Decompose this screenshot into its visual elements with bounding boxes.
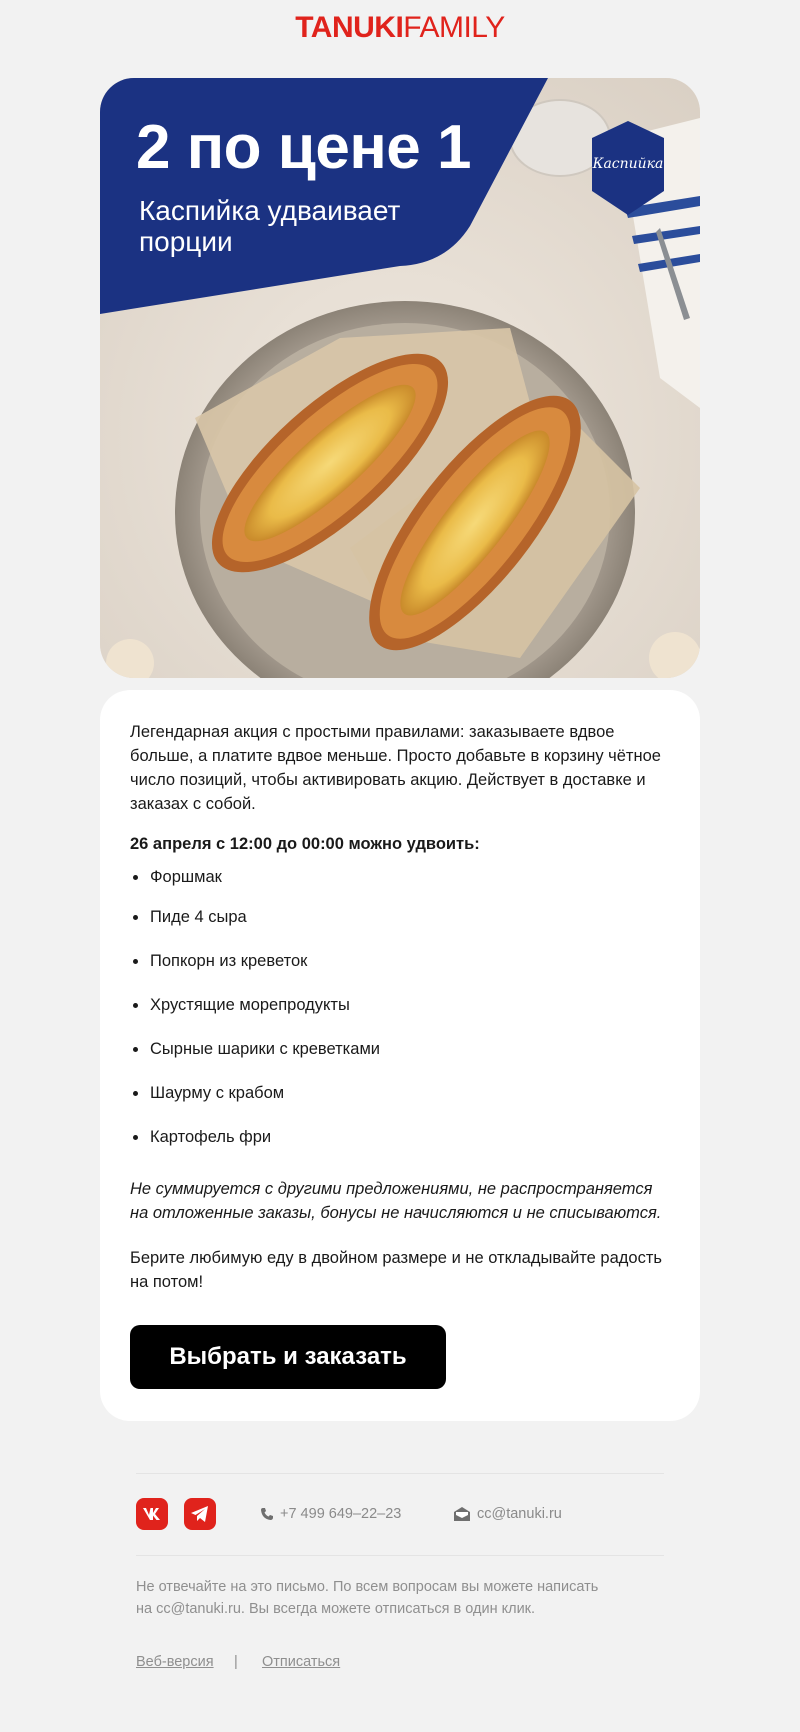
vk-icon — [142, 1507, 162, 1521]
list-item: Сырные шарики с креветками — [130, 1037, 380, 1061]
list-item: Пиде 4 сыра — [130, 905, 247, 929]
hero-banner[interactable] — [100, 78, 700, 678]
footer-divider-bottom — [136, 1555, 664, 1556]
phone-icon — [260, 1507, 274, 1521]
list-item: Форшмак — [130, 865, 222, 889]
list-item: Картофель фри — [130, 1125, 271, 1149]
brand-logo[interactable] — [0, 10, 800, 46]
phone-contact[interactable] — [260, 1504, 401, 1524]
list-item: Хрустящие морепродукты — [130, 993, 350, 1017]
date-line: 26 апреля с 12:00 до 00:00 можно удвоить: — [130, 835, 480, 853]
hero-subtitle: Каспийка удваивает порции — [139, 195, 401, 257]
order-button[interactable]: Выбрать и заказать — [130, 1325, 446, 1389]
telegram-icon — [190, 1505, 210, 1523]
badge-label: Каспийка — [592, 156, 664, 172]
footer-divider-top — [136, 1473, 664, 1474]
hero-title: 2 по цене 1 — [136, 113, 471, 182]
terms-note: Не суммируется с другими предложениями, не распространяется на отложенные заказы, бонусы не начисляются и не списываются. — [130, 1180, 662, 1222]
envelope-icon — [453, 1506, 471, 1522]
telegram-link[interactable] — [184, 1498, 216, 1530]
vk-link[interactable] — [136, 1498, 168, 1530]
footer-disclaimer: Не отвечайте на это письмо. По всем вопросам вы можете написать на cc@tanuki.ru. Вы всегда можете отписаться в один клик. — [136, 1579, 599, 1617]
logo-regular-text: FAMILY — [403, 11, 505, 44]
email-contact[interactable] — [453, 1504, 562, 1524]
list-item: Попкорн из креветок — [130, 949, 307, 973]
logo-bold-text: TANUKI — [295, 11, 404, 44]
web-version-link[interactable]: Веб-версия — [136, 1654, 214, 1670]
phone-number: +7 499 649–22–23 — [280, 1506, 402, 1522]
footer-link-separator: | — [234, 1654, 238, 1670]
closing-paragraph: Берите любимую еду в двойном размере и не откладывайте радость на потом! — [130, 1249, 662, 1291]
email-address: cc@tanuki.ru — [477, 1506, 562, 1522]
unsubscribe-link[interactable]: Отписаться — [262, 1654, 341, 1670]
list-item: Шаурму с крабом — [130, 1081, 284, 1105]
content-card — [100, 690, 700, 1421]
intro-paragraph: Легендарная акция с простыми правилами: заказываете вдвое больше, а платите вдвое меньше. Просто добавьте в корзину чётное число позиций, чтобы активировать акцию. Действует в доставке и заказах с собой. — [130, 723, 661, 813]
